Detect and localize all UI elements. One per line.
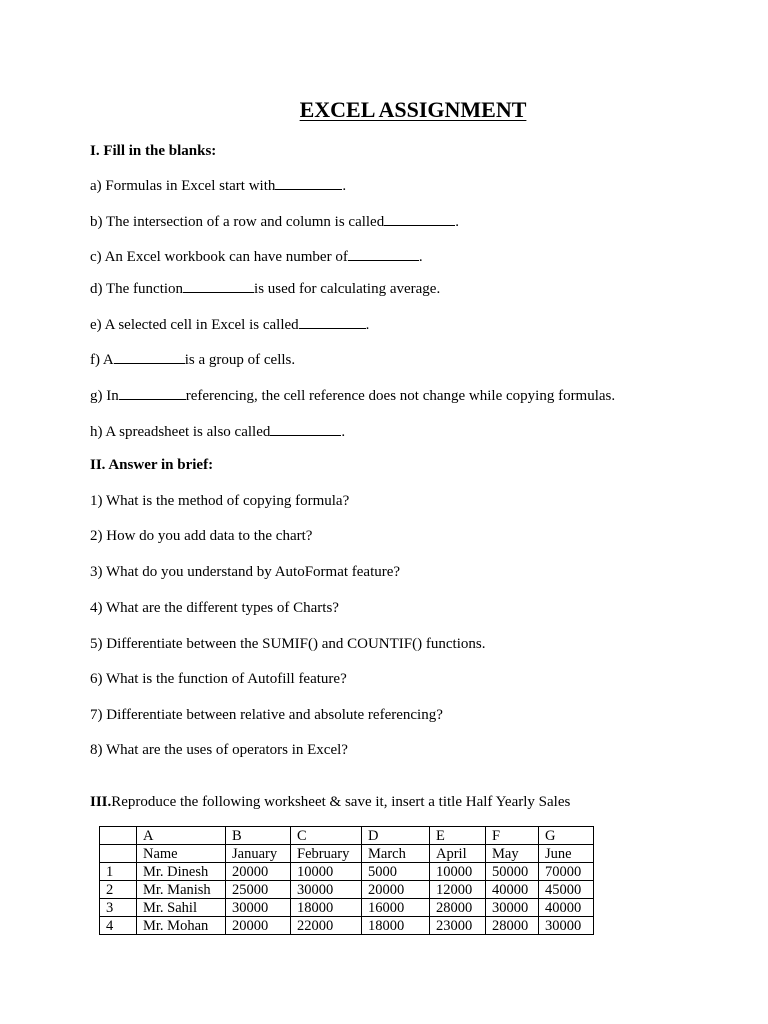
table-cell: January [226,845,291,863]
table-cell: 23000 [430,917,486,935]
blank-item-g [90,385,615,405]
table-cell: 3 [100,899,137,917]
blank-item-text: . [341,424,346,440]
table-row [100,881,594,899]
table-cell: 50000 [486,863,539,881]
column-letter-row [100,827,594,845]
blank-item-f [90,349,295,369]
table-row [100,899,594,917]
table-cell: 10000 [430,863,486,881]
blank-item-text: g) In [90,388,119,404]
question-7: 7) Differentiate between relative and absolute referencing? [90,707,443,723]
table-cell: 30000 [291,881,362,899]
blank-line [384,211,455,226]
table-cell: 10000 [291,863,362,881]
blank-item-text: h) A spreadsheet is also called [90,424,271,440]
blank-item-text: . [455,214,459,230]
section3-label: III. [90,794,112,810]
table-cell: 45000 [539,881,594,899]
table-cell: 5000 [362,863,430,881]
table-cell: 28000 [486,917,539,935]
blank-item-text: . [365,317,370,333]
table-cell: 4 [100,917,137,935]
question-8: 8) What are the uses of operators in Excel? [90,742,348,758]
table-cell: 40000 [539,899,594,917]
blank-item-b [90,211,459,231]
table-cell: April [430,845,486,863]
blank-item-text: f) A [90,352,114,368]
table-cell: 70000 [539,863,594,881]
table-cell: Mr. Mohan [137,917,226,935]
blank-item-d [90,278,440,298]
blank-item-e [90,314,369,334]
table-cell: 2 [100,881,137,899]
table-cell: May [486,845,539,863]
blank-item-text: referencing, the cell reference does not change while copying formulas. [185,388,616,404]
table-cell: Mr. Dinesh [137,863,226,881]
table-row [100,863,594,881]
table-cell: 20000 [226,863,291,881]
blank-line [183,278,254,293]
blank-line [299,314,366,329]
table-cell: 18000 [291,899,362,917]
table-cell: 16000 [362,899,430,917]
table-cell: 25000 [226,881,291,899]
blank-item-text: is used for calculating average. [254,281,441,297]
question-4: 4) What are the different types of Charts? [90,600,339,616]
section3-text: Reproduce the following worksheet & save it, insert a title Half Yearly Sales [111,794,571,810]
question-1: 1) What is the method of copying formula? [90,493,350,509]
table-cell: June [539,845,594,863]
blank-item-text: d) The function [90,281,184,297]
blank-line [275,175,342,190]
table-cell: Mr. Manish [137,881,226,899]
table-cell: 30000 [539,917,594,935]
table-cell: 40000 [486,881,539,899]
question-5: 5) Differentiate between the SUMIF() and COUNTIF() functions. [90,636,486,652]
table-cell: February [291,845,362,863]
blank-line [348,246,419,261]
table-cell: 12000 [430,881,486,899]
blank-item-text: . [342,178,347,194]
table-cell: 28000 [430,899,486,917]
blank-line [270,421,341,436]
blank-item-c [90,246,423,266]
blank-item-text: b) The intersection of a row and column is called [90,214,385,230]
question-3: 3) What do you understand by AutoFormat feature? [90,564,401,580]
table-cell: B [226,827,291,845]
section2-heading: II. Answer in brief: [90,457,214,473]
blank-item-h [90,421,345,441]
table-cell: G [539,827,594,845]
table-cell: C [291,827,362,845]
table-cell: 18000 [362,917,430,935]
blank-item-text: is a group of cells. [184,352,296,368]
section1-heading: I. Fill in the blanks: [90,143,217,159]
table-cell: 1 [100,863,137,881]
table-cell: E [430,827,486,845]
header-row [100,845,594,863]
question-6: 6) What is the function of Autofill feature? [90,671,347,687]
blank-item-text: a) Formulas in Excel start with [90,178,276,194]
worksheet-table [99,826,594,935]
blank-line [114,349,185,364]
table-cell: A [137,827,226,845]
table-cell [100,845,137,863]
blank-item-text: c) An Excel workbook can have number of [90,249,348,265]
table-cell: F [486,827,539,845]
table-cell: Name [137,845,226,863]
table-cell: 30000 [486,899,539,917]
blank-item-text: e) A selected cell in Excel is called [90,317,299,333]
blank-item-text: . [418,249,423,265]
blank-line [119,385,186,400]
table-cell: 22000 [291,917,362,935]
page-title: EXCEL ASSIGNMENT [299,97,527,122]
table-cell: March [362,845,430,863]
section3-instruction [90,793,570,811]
question-2: 2) How do you add data to the chart? [90,528,313,544]
table-cell: Mr. Sahil [137,899,226,917]
table-cell: 20000 [226,917,291,935]
table-cell [100,827,137,845]
table-cell: 30000 [226,899,291,917]
table-cell: 20000 [362,881,430,899]
blank-item-a [90,175,346,195]
table-row [100,917,594,935]
table-cell: D [362,827,430,845]
